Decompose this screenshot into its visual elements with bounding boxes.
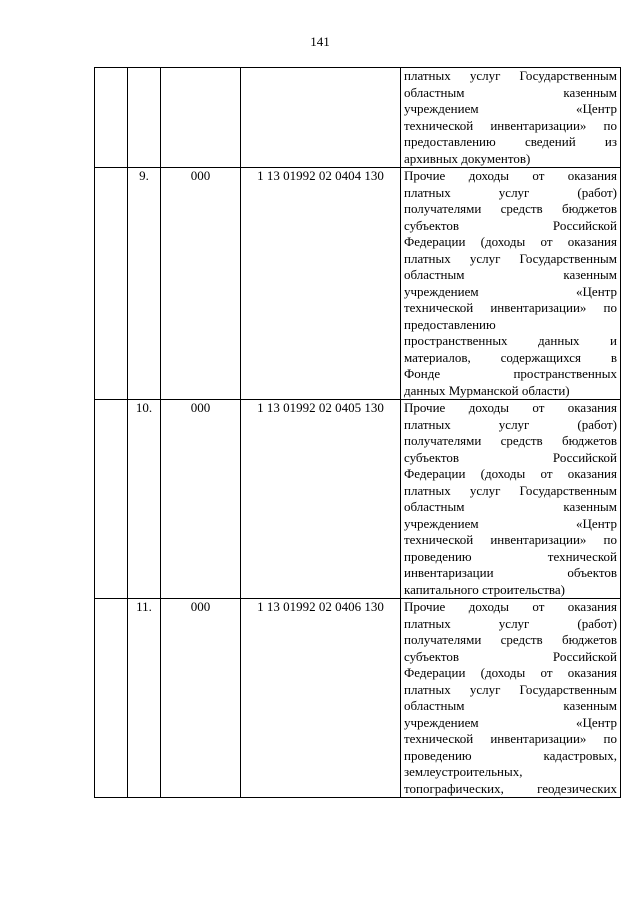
description-line: технической инвентаризации» по [404, 532, 617, 547]
description-line: землеустроительных, [404, 764, 523, 779]
description-line: получателями средств бюджетов [404, 201, 617, 216]
description-line: субъектов Российской [404, 648, 617, 664]
description-line: платных услуг (работ) [404, 615, 617, 631]
description-line: Прочие доходы от оказания [404, 400, 617, 415]
admin-code-cell: 000 [161, 599, 241, 798]
description-line: Фонде пространственных [404, 366, 617, 381]
description-line: предоставлению [404, 316, 496, 332]
description-line: платных услуг Государственным [404, 68, 617, 83]
revenue-codes-table [94, 67, 621, 798]
description-line: Прочие доходы от оказания [404, 168, 617, 183]
description-line: областным казенным [404, 84, 617, 100]
description-line: Федерации (доходы от оказания [404, 234, 617, 249]
budget-classification-code-cell: 1 13 01992 02 0405 130 [241, 400, 401, 599]
income-description-cell [401, 599, 621, 798]
description-line: платных услуг Государственным [404, 482, 617, 498]
description-line: субъектов Российской [404, 449, 617, 465]
description-line: материалов, содержащихся в [404, 349, 617, 365]
blank-cell [95, 68, 128, 168]
description-line: капитального строительства) [404, 581, 565, 597]
description-line: областным казенным [404, 698, 617, 713]
page-number: 141 [310, 34, 330, 49]
budget-classification-code-cell: 1 13 01992 02 0406 130 [241, 599, 401, 798]
description-line: получателями средств бюджетов [404, 632, 617, 647]
blank-cell [95, 599, 128, 798]
admin-code-cell: 000 [161, 400, 241, 599]
description-line: субъектов Российской [404, 217, 617, 233]
description-line: технической инвентаризации» по [404, 117, 617, 133]
description-line: Федерации (доходы от оказания [404, 466, 617, 481]
blank-cell [95, 168, 128, 400]
description-line: проведению кадастровых, [404, 747, 617, 763]
table-row [95, 168, 621, 400]
description-line: Прочие доходы от оказания [404, 599, 617, 614]
description-line: топографических, геодезических [404, 780, 617, 796]
description-line: получателями средств бюджетов [404, 433, 617, 448]
description-line: инвентаризации объектов [404, 565, 617, 580]
income-description-cell [401, 168, 621, 400]
description-line: областным казенным [404, 499, 617, 514]
description-line: учреждением «Центр [404, 101, 617, 116]
description-line: технической инвентаризации» по [404, 300, 617, 315]
description-line: платных услуг (работ) [404, 416, 617, 432]
row-number-cell: 10. [128, 400, 161, 599]
description-line: учреждением «Центр [404, 714, 617, 730]
description-line: технической инвентаризации» по [404, 731, 617, 746]
description-line: областным казенным [404, 267, 617, 282]
income-description-cell [401, 400, 621, 599]
budget-classification-code-cell [241, 68, 401, 168]
budget-classification-code-cell: 1 13 01992 02 0404 130 [241, 168, 401, 400]
description-line: данных Мурманской области) [404, 382, 570, 398]
description-line: платных услуг (работ) [404, 184, 617, 200]
description-line: архивных документов) [404, 150, 531, 166]
description-line: платных услуг Государственным [404, 250, 617, 266]
admin-code-cell [161, 68, 241, 168]
income-description-cell [401, 68, 621, 168]
table-body [95, 68, 621, 798]
description-line: Федерации (доходы от оказания [404, 665, 617, 680]
table-row [95, 400, 621, 599]
table-row [95, 68, 621, 168]
row-number-cell: 9. [128, 168, 161, 400]
blank-cell [95, 400, 128, 599]
description-line: проведению технической [404, 548, 617, 564]
description-line: платных услуг Государственным [404, 681, 617, 697]
admin-code-cell: 000 [161, 168, 241, 400]
table-row [95, 599, 621, 798]
description-line: пространственных данных и [404, 333, 617, 348]
description-line: учреждением «Центр [404, 283, 617, 299]
description-line: учреждением «Центр [404, 515, 617, 531]
row-number-cell [128, 68, 161, 168]
description-line: предоставлению сведений из [404, 134, 617, 149]
row-number-cell: 11. [128, 599, 161, 798]
